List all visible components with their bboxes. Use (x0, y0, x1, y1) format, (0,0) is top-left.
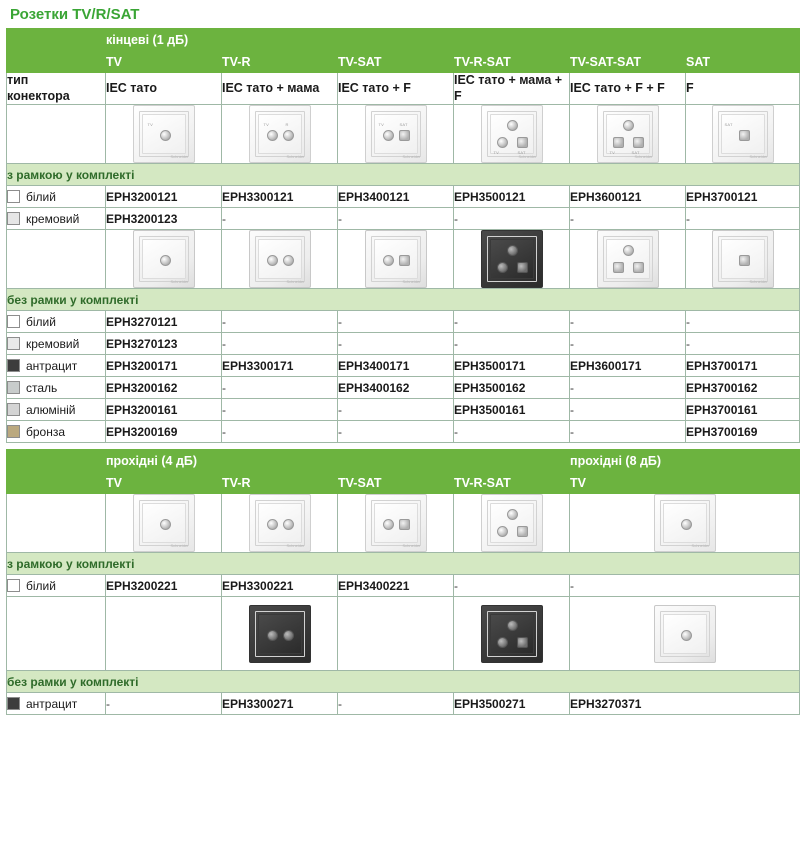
product-image-frameless-tv (106, 230, 222, 289)
product-image-frameless-tv-sat-sat (570, 230, 686, 289)
row-header-connector-type (7, 73, 106, 105)
section-1-frameless-image-row (7, 230, 800, 289)
color-label-antratsyt: антрацит (7, 355, 106, 377)
code-cell: EPH3400162 (338, 377, 454, 399)
image-row-spacer (7, 230, 106, 289)
code-cell: - (686, 311, 800, 333)
code-cell: EPH3700169 (686, 421, 800, 443)
color-swatch (7, 212, 20, 225)
code-cell: - (454, 333, 570, 355)
section-1-connector-row (7, 73, 800, 105)
code-cell: EPH3400221 (338, 575, 454, 597)
socket-graphic-frameless-tv: Schneider (133, 230, 195, 288)
product-image-tv-r (222, 105, 338, 164)
socket-graphic-2-tv-8db-frameless (654, 605, 716, 663)
color-label-bilyi-2: білий (7, 575, 106, 597)
code-cell: EPH3270123 (106, 333, 222, 355)
product-image-2-tv-sat (338, 494, 454, 553)
product-image-frameless-sat (686, 230, 800, 289)
code-cell: - (338, 399, 454, 421)
section-1-group-header-row (7, 29, 800, 51)
code-cell: EPH3600171 (570, 355, 686, 377)
color-label-kremovyi-nf: кремовий (7, 333, 106, 355)
socket-graphic-sat: SAT Schneider (712, 105, 774, 163)
product-image-anthracite-tv-r-sat (454, 230, 570, 289)
section-2-with-frame-band (7, 553, 800, 575)
column-header-tv-sat-sat: TV-SAT-SAT (570, 51, 686, 73)
table-row (7, 311, 800, 333)
table-row (7, 421, 800, 443)
color-swatch (7, 381, 20, 394)
code-cell: - (570, 377, 686, 399)
product-image-frameless-tv-sat (338, 230, 454, 289)
image-empty-cell (338, 597, 454, 671)
code-cell: EPH3300121 (222, 186, 338, 208)
section-1-table (6, 28, 800, 443)
code-cell: EPH3200123 (106, 208, 222, 230)
code-cell: EPH3300171 (222, 355, 338, 377)
color-label-kremovyi: кремовий (7, 208, 106, 230)
section-2-frameless-image-row (7, 597, 800, 671)
code-cell: EPH3500162 (454, 377, 570, 399)
product-image-tv (106, 105, 222, 164)
band-without-frame: без рамки у комплекті (7, 289, 800, 311)
code-cell: - (222, 421, 338, 443)
column-header-spacer (7, 51, 106, 73)
color-label-bilyi-nf: білий (7, 311, 106, 333)
color-swatch (7, 579, 20, 592)
socket-graphic-2-tv: Schneider (133, 494, 195, 552)
section-1-with-frame-band (7, 164, 800, 186)
code-cell: - (454, 311, 570, 333)
group-header-spacer (7, 29, 106, 51)
color-swatch (7, 359, 20, 372)
connector-tv-r-sat: IEC тато + мама + F (454, 73, 570, 105)
color-label-antratsyt-2: антрацит (7, 693, 106, 715)
section-1-column-header-row (7, 51, 800, 73)
product-image-anthracite-2-tv-r (222, 597, 338, 671)
section-1-without-frame-band (7, 289, 800, 311)
column-header-2-tv: TV (106, 472, 222, 494)
code-cell: - (106, 693, 222, 715)
product-image-tv-sat (338, 105, 454, 164)
image-row-spacer (7, 105, 106, 164)
code-cell: EPH3200221 (106, 575, 222, 597)
code-cell: - (570, 421, 686, 443)
column-header-2-tv-r: TV-R (222, 472, 338, 494)
column-header-spacer-2 (7, 472, 106, 494)
socket-graphic-frameless-sat: Schneider (712, 230, 774, 288)
code-cell: - (222, 399, 338, 421)
code-cell: - (338, 208, 454, 230)
product-image-tv-sat-sat (570, 105, 686, 164)
code-cell: - (338, 333, 454, 355)
color-swatch (7, 697, 20, 710)
code-cell: - (570, 575, 800, 597)
group-header-prokhidni-4db: прохідні (4 дБ) (106, 450, 570, 472)
band-with-frame: з рамкою у комплекті (7, 164, 800, 186)
code-cell: - (454, 421, 570, 443)
table-row (7, 333, 800, 355)
column-header-2-tv-sat: TV-SAT (338, 472, 454, 494)
column-header-tv-r: TV-R (222, 51, 338, 73)
color-swatch (7, 403, 20, 416)
image-row-spacer-3 (7, 597, 106, 671)
section-1-image-row (7, 105, 800, 164)
code-cell: EPH3270371 (570, 693, 800, 715)
code-cell: - (222, 208, 338, 230)
connector-type-line2: конектора (7, 88, 70, 103)
code-cell: EPH3500171 (454, 355, 570, 377)
column-header-tv: TV (106, 51, 222, 73)
section-2-group-header-row (7, 450, 800, 472)
code-cell: - (570, 399, 686, 421)
code-cell: EPH3500271 (454, 693, 570, 715)
column-header-2-tv-r-sat: TV-R-SAT (454, 472, 570, 494)
table-row (7, 399, 800, 421)
image-empty-cell (106, 597, 222, 671)
product-image-sat (686, 105, 800, 164)
connector-sat: F (686, 73, 800, 105)
code-cell: EPH3200121 (106, 186, 222, 208)
color-label-bronza: бронза (7, 421, 106, 443)
product-image-anthracite-2-tv-r-sat (454, 597, 570, 671)
table-row (7, 186, 800, 208)
connector-tv-sat: IEC тато + F (338, 73, 454, 105)
socket-graphic-tv-sat: TV SAT Schneider (365, 105, 427, 163)
column-header-2-tv-8db: TV (570, 472, 800, 494)
code-cell: EPH3700162 (686, 377, 800, 399)
code-cell: EPH3400121 (338, 186, 454, 208)
code-cell: EPH3600121 (570, 186, 686, 208)
product-image-2-tv-8db (570, 494, 800, 553)
code-cell: EPH3200171 (106, 355, 222, 377)
code-cell: - (454, 575, 570, 597)
code-cell: EPH3300221 (222, 575, 338, 597)
socket-graphic-frameless-tv-r: Schneider (249, 230, 311, 288)
code-cell: EPH3500121 (454, 186, 570, 208)
product-image-2-tv-r (222, 494, 338, 553)
column-header-tv-sat: TV-SAT (338, 51, 454, 73)
code-cell: - (338, 693, 454, 715)
code-cell: EPH3300271 (222, 693, 338, 715)
color-swatch (7, 190, 20, 203)
table-row (7, 575, 800, 597)
code-cell: - (454, 208, 570, 230)
product-image-tv-r-sat (454, 105, 570, 164)
band-with-frame-2: з рамкою у комплекті (7, 553, 800, 575)
section-2-without-frame-band (7, 671, 800, 693)
group-header-prokhidni-8db: прохідні (8 дБ) (570, 450, 800, 472)
code-cell: - (338, 421, 454, 443)
section-2-table (6, 449, 800, 715)
socket-graphic-anthracite-2-tv-r-sat (481, 605, 543, 663)
code-cell: - (570, 311, 686, 333)
connector-tv-r: IEC тато + мама (222, 73, 338, 105)
color-label-stal: сталь (7, 377, 106, 399)
connector-tv-sat-sat: IEC тато + F + F (570, 73, 686, 105)
code-cell: - (686, 208, 800, 230)
socket-graphic-tv: TV Schneider (133, 105, 195, 163)
code-cell: EPH3200169 (106, 421, 222, 443)
section-2-column-header-row (7, 472, 800, 494)
code-cell: EPH3200161 (106, 399, 222, 421)
socket-graphic-anthracite-tv-r-sat (481, 230, 543, 288)
column-header-tv-r-sat: TV-R-SAT (454, 51, 570, 73)
socket-graphic-2-tv-r-sat (481, 494, 543, 552)
color-swatch (7, 337, 20, 350)
code-cell: - (222, 311, 338, 333)
code-cell: - (570, 208, 686, 230)
table-row (7, 693, 800, 715)
socket-graphic-anthracite-2-tv-r (249, 605, 311, 663)
socket-graphic-2-tv-8db: Schneider (654, 494, 716, 552)
socket-graphic-2-tv-sat: Schneider (365, 494, 427, 552)
product-image-2-tv-8db-frameless (570, 597, 800, 671)
code-cell: EPH3700161 (686, 399, 800, 421)
code-cell: EPH3700121 (686, 186, 800, 208)
code-cell: EPH3700171 (686, 355, 800, 377)
socket-graphic-tv-r: TV R Schneider (249, 105, 311, 163)
color-label-aliuminii: алюміній (7, 399, 106, 421)
color-label-bilyi: білий (7, 186, 106, 208)
socket-graphic-2-tv-r: Schneider (249, 494, 311, 552)
connector-type-line1: тип (7, 73, 29, 87)
code-cell: - (222, 333, 338, 355)
code-cell: - (686, 333, 800, 355)
product-image-frameless-tv-r (222, 230, 338, 289)
socket-graphic-tv-r-sat: TV SAT Schneider (481, 105, 543, 163)
code-cell: - (222, 377, 338, 399)
table-row (7, 377, 800, 399)
code-cell: EPH3500161 (454, 399, 570, 421)
socket-graphic-tv-sat-sat: TV SAT Schneider (597, 105, 659, 163)
color-swatch (7, 425, 20, 438)
code-cell: EPH3400171 (338, 355, 454, 377)
image-row-spacer-2 (7, 494, 106, 553)
socket-graphic-frameless-tv-sat-sat (597, 230, 659, 288)
code-cell: EPH3200162 (106, 377, 222, 399)
group-header-kintsevi: кінцеві (1 дБ) (106, 29, 800, 51)
page-title: Розетки TV/R/SAT (10, 6, 140, 23)
column-header-sat: SAT (686, 51, 800, 73)
socket-graphic-frameless-tv-sat: Schneider (365, 230, 427, 288)
product-image-2-tv-r-sat (454, 494, 570, 553)
section-2-image-row (7, 494, 800, 553)
band-without-frame-2: без рамки у комплекті (7, 671, 800, 693)
code-cell: EPH3270121 (106, 311, 222, 333)
group-header-spacer-2 (7, 450, 106, 472)
product-image-2-tv (106, 494, 222, 553)
table-row (7, 208, 800, 230)
code-cell: - (570, 333, 686, 355)
table-row (7, 355, 800, 377)
connector-tv: IEC тато (106, 73, 222, 105)
color-swatch (7, 315, 20, 328)
code-cell: - (338, 311, 454, 333)
